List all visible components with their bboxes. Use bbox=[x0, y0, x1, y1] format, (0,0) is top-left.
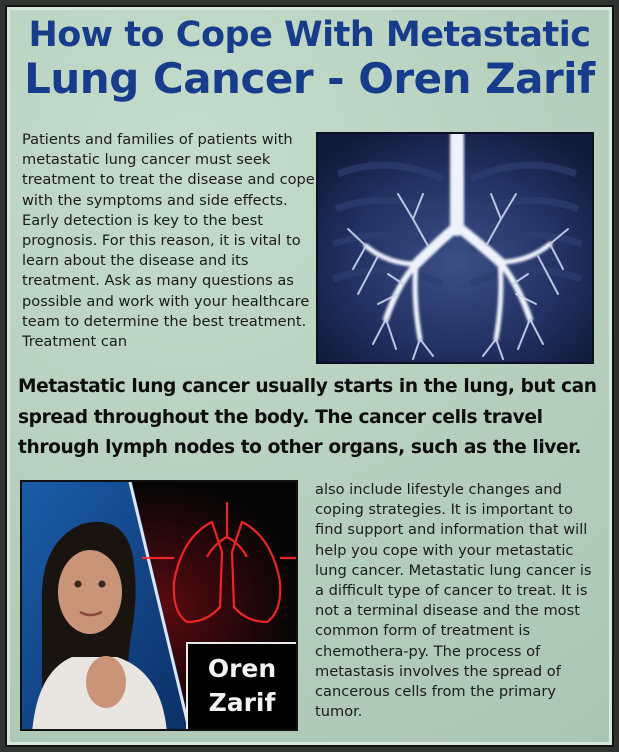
highlight-callout: Metastatic lung cancer usually starts in the lung, but can spread throughout the body. The cancer cells travel through lymph nodes to other organs, such as the liver. bbox=[18, 376, 597, 458]
author-name-first: Oren bbox=[207, 654, 277, 683]
continuation-paragraph: also include lifestyle changes and coping strategies. It is important to find support and information that will help you cope with your metastatic lung cancer. Metastatic lung cancer is a difficult type of cancer to treat. It is not a terminal disease and the most common form of treatment is chemothera-py. The process of metastasis involves the spread of cancerous cells from the primary tumor. bbox=[315, 481, 592, 721]
author-name-last: Zarif bbox=[208, 688, 276, 717]
lung-xray-illustration bbox=[318, 134, 594, 364]
intro-paragraph: Patients and families of patients with metastatic lung cancer must seek treatment to treat the disease and cope with the symptoms and side effects. Early detection is key to the best prognosis. For this reason, it is vital to learn about the disease and its treatment. Ask as many questions as possible and work with your healthcare team to determine the best treatment. Treatment can bbox=[22, 131, 315, 351]
author-photo bbox=[20, 480, 298, 731]
author-name-box bbox=[186, 642, 296, 730]
lung-xray-image bbox=[316, 132, 594, 364]
article-title bbox=[0, 16, 619, 102]
title-line-2: Lung Cancer - Oren Zarif bbox=[24, 54, 595, 104]
title-line-1: How to Cope With Metastatic bbox=[28, 15, 591, 55]
